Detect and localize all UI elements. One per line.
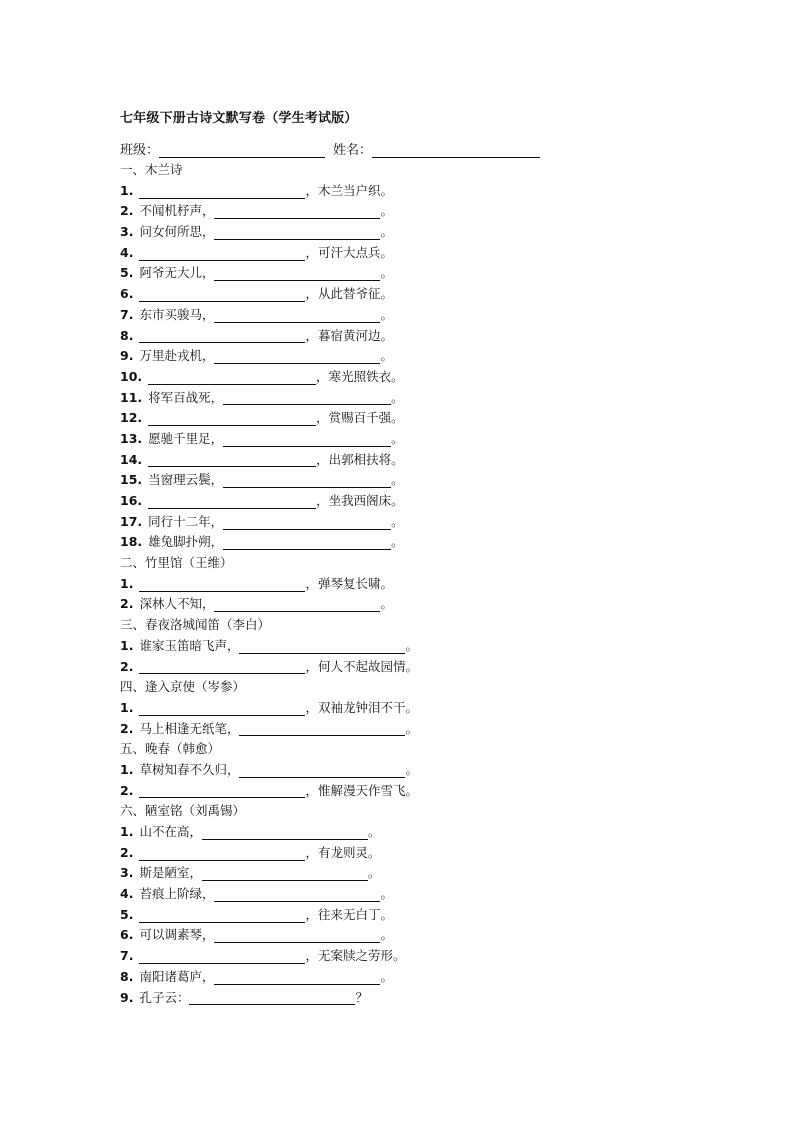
question-number: 5. [120, 265, 134, 281]
question-item [120, 863, 760, 884]
question-suffix: ，从此替爷征。 [305, 286, 393, 302]
name-label: 姓名： [333, 143, 373, 158]
answer-blank[interactable] [214, 972, 380, 985]
answer-blank[interactable] [139, 848, 305, 861]
answer-blank[interactable] [214, 227, 380, 240]
question-prompt: 当窗理云鬓， [148, 472, 224, 488]
answer-blank[interactable] [202, 868, 368, 881]
question-suffix: 。 [380, 306, 393, 322]
question-prompt: 问女何所思， [139, 224, 215, 240]
answer-blank[interactable] [139, 186, 305, 199]
question-item [120, 843, 760, 864]
question-item [120, 284, 760, 305]
question-suffix: ，暮宿黄河边。 [305, 327, 393, 343]
question-prompt: 谁家玉笛暗飞声， [139, 637, 240, 653]
question-number: 17. [120, 513, 143, 529]
question-item [120, 967, 760, 988]
question-prompt: 深林人不知， [139, 596, 215, 612]
answer-blank[interactable] [214, 599, 380, 612]
section-heading: 五、晚春（韩愈） [120, 741, 221, 757]
answer-blank[interactable] [139, 951, 305, 964]
question-suffix: 。 [380, 224, 393, 240]
question-suffix: ，惟解漫天作雪飞。 [305, 782, 418, 798]
question-number: 8. [120, 327, 134, 343]
question-suffix: 。 [405, 761, 418, 777]
section-heading: 二、竹里馆（王维） [120, 555, 233, 571]
section-heading: 六、陋室铭（刘禹锡） [120, 803, 246, 819]
answer-blank[interactable] [223, 537, 391, 550]
question-suffix: ，赏赐百千强。 [316, 410, 404, 426]
answer-blank[interactable] [223, 392, 391, 405]
question-number: 10. [120, 368, 143, 384]
answer-blank[interactable] [148, 372, 316, 385]
question-list [120, 160, 760, 1008]
question-number: 7. [120, 306, 134, 322]
question-item [120, 243, 760, 264]
question-item [120, 367, 760, 388]
question-number: 14. [120, 451, 143, 467]
question-item [120, 574, 760, 595]
answer-blank[interactable] [239, 641, 405, 654]
section-heading: 四、逢入京使（岑参） [120, 679, 246, 695]
question-suffix: ，有龙则灵。 [305, 844, 381, 860]
question-item [120, 594, 760, 615]
question-number: 9. [120, 989, 134, 1005]
question-item [120, 884, 760, 905]
question-prompt: 斯是陋室， [139, 865, 202, 881]
question-number: 4. [120, 244, 134, 260]
question-number: 2. [120, 203, 134, 219]
question-number: 4. [120, 886, 134, 902]
question-suffix: 。 [367, 865, 381, 881]
question-item [120, 512, 760, 533]
question-prompt: 阿爷无大儿， [139, 265, 215, 281]
question-suffix: 。 [380, 596, 393, 612]
question-suffix: 。 [391, 513, 404, 529]
question-suffix: ，双袖龙钟泪不干。 [305, 699, 418, 715]
question-number: 1. [120, 761, 134, 777]
answer-blank[interactable] [214, 310, 380, 323]
question-prompt: 山不在高， [139, 824, 202, 839]
question-suffix: ，可汗大点兵。 [305, 244, 393, 260]
question-item [120, 429, 760, 450]
section-heading: 三、春夜洛城闻笛（李白） [120, 617, 271, 633]
answer-blank[interactable] [214, 206, 380, 219]
question-item [120, 905, 760, 926]
section-heading: 一、木兰诗 [120, 162, 183, 177]
answer-blank[interactable] [139, 248, 305, 261]
question-suffix: 。 [391, 430, 404, 446]
question-item [120, 491, 760, 512]
question-number: 1. [120, 824, 134, 839]
question-suffix: 。 [380, 927, 393, 943]
question-prompt: 东市买骏马， [139, 306, 215, 322]
question-number: 2. [120, 844, 134, 860]
question-suffix: ，何人不起故园情。 [305, 658, 418, 674]
question-item [120, 470, 760, 491]
question-item [120, 988, 760, 1009]
answer-blank[interactable] [139, 661, 305, 674]
question-item [120, 263, 760, 284]
question-suffix: ？ [355, 989, 368, 1005]
question-number: 6. [120, 927, 134, 943]
question-item [120, 760, 760, 781]
student-info-row [120, 139, 540, 158]
answer-blank[interactable] [189, 992, 355, 1005]
answer-blank[interactable] [139, 579, 305, 592]
question-suffix: 。 [405, 720, 418, 736]
question-number: 2. [120, 782, 134, 798]
question-number: 6. [120, 286, 134, 302]
question-suffix: ，无案牍之劳形。 [305, 948, 406, 964]
question-item [120, 305, 760, 326]
question-prompt: 雄兔脚扑朔， [148, 534, 224, 550]
question-number: 3. [120, 865, 134, 881]
question-item [120, 925, 760, 946]
question-item [120, 636, 760, 657]
question-prompt: 草树知春不久归， [139, 761, 240, 777]
question-number: 5. [120, 906, 134, 922]
question-number: 13. [120, 430, 143, 446]
question-number: 1. [120, 575, 134, 591]
question-item [120, 946, 760, 967]
question-item [120, 346, 760, 367]
question-item [120, 781, 760, 802]
answer-blank[interactable] [139, 289, 305, 302]
question-number: 11. [120, 389, 143, 405]
question-suffix: 。 [391, 389, 404, 405]
question-prompt: 将军百战死， [148, 389, 224, 405]
answer-blank[interactable] [214, 930, 380, 943]
question-number: 7. [120, 948, 134, 964]
question-suffix: 。 [380, 348, 393, 364]
question-item [120, 698, 760, 719]
question-item [120, 450, 760, 471]
question-suffix: 。 [380, 968, 393, 984]
answer-blank[interactable] [223, 517, 391, 530]
question-number: 2. [120, 596, 134, 612]
answer-blank[interactable] [139, 910, 305, 923]
answer-blank[interactable] [214, 889, 380, 902]
question-prompt: 南阳诸葛庐， [139, 968, 215, 984]
question-suffix: ，弹琴复长啸。 [305, 575, 393, 591]
question-prompt: 不闻机杼声， [139, 203, 215, 219]
question-item [120, 719, 760, 740]
question-suffix: 。 [405, 637, 418, 653]
question-suffix: 。 [380, 265, 393, 281]
question-item [120, 657, 760, 678]
class-label: 班级： [120, 143, 160, 158]
answer-blank[interactable] [202, 827, 368, 840]
page-title: 七年级下册古诗文默写卷（学生考试版） [120, 111, 358, 126]
question-suffix: 。 [391, 472, 404, 488]
answer-blank[interactable] [139, 703, 305, 716]
question-item [120, 181, 760, 202]
answer-blank[interactable] [139, 785, 305, 798]
question-prompt: 马上相逢无纸笔， [139, 720, 240, 736]
answer-blank[interactable] [239, 723, 405, 736]
question-suffix: 。 [380, 203, 393, 219]
question-item [120, 408, 760, 429]
question-number: 1. [120, 699, 134, 715]
answer-blank[interactable] [223, 434, 391, 447]
question-prompt: 愿驰千里足， [148, 430, 224, 446]
question-number: 2. [120, 720, 134, 736]
question-number: 8. [120, 968, 134, 984]
answer-blank[interactable] [148, 454, 316, 467]
question-prompt: 苔痕上阶绿， [139, 886, 215, 902]
question-prompt: 孔子云： [139, 989, 190, 1005]
question-suffix: ，坐我西阁床。 [316, 493, 404, 508]
question-suffix: ，寒光照铁衣。 [316, 368, 404, 384]
question-suffix: 。 [367, 824, 381, 839]
question-item [120, 222, 760, 243]
question-number: 3. [120, 224, 134, 240]
question-suffix: 。 [380, 886, 393, 902]
question-suffix: ，木兰当户织。 [305, 182, 393, 198]
question-suffix: ，往来无白丁。 [305, 906, 393, 922]
answer-blank[interactable] [214, 268, 380, 281]
question-item [120, 532, 760, 553]
name-input-blank[interactable] [372, 143, 540, 158]
answer-blank[interactable] [148, 496, 316, 509]
question-number: 18. [120, 534, 143, 550]
question-item [120, 201, 760, 222]
question-item [120, 326, 760, 347]
question-number: 15. [120, 472, 143, 488]
question-suffix: 。 [391, 534, 404, 550]
question-prompt: 同行十二年， [148, 513, 224, 529]
question-item [120, 822, 760, 843]
question-prompt: 万里赴戎机， [139, 348, 215, 364]
answer-blank[interactable] [223, 475, 391, 488]
answer-blank[interactable] [214, 351, 380, 364]
question-prompt: 可以调素琴， [139, 927, 215, 943]
question-suffix: ，出郭相扶将。 [316, 451, 404, 467]
answer-blank[interactable] [148, 413, 316, 426]
question-number: 9. [120, 348, 134, 364]
question-number: 1. [120, 637, 134, 653]
question-number: 12. [120, 410, 143, 426]
answer-blank[interactable] [139, 330, 305, 343]
question-number: 2. [120, 658, 134, 674]
question-number: 1. [120, 182, 134, 198]
question-number: 16. [120, 493, 143, 508]
question-item [120, 388, 760, 409]
class-input-blank[interactable] [159, 143, 325, 158]
answer-blank[interactable] [239, 765, 405, 778]
